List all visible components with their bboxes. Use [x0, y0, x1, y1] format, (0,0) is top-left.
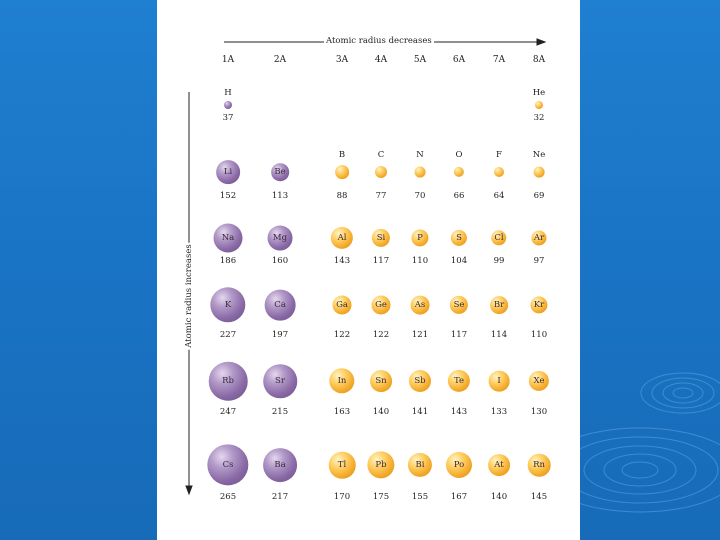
atomic-radius-value-c: 77 [375, 191, 387, 201]
element-symbol-h: H [224, 88, 232, 98]
group-header-4a: 4A [374, 55, 388, 65]
atomic-radius-value-si: 117 [372, 256, 390, 266]
element-symbol-n: N [416, 150, 424, 160]
atom-sphere-f [494, 167, 504, 177]
atomic-radius-value-tl: 170 [333, 492, 351, 502]
element-symbol-cs: Cs [222, 460, 234, 470]
element-symbol-sn: Sn [375, 376, 387, 386]
element-symbol-bi: Bi [415, 460, 425, 470]
group-header-6a: 6A [452, 55, 466, 65]
element-symbol-rn: Rn [533, 460, 545, 470]
element-symbol-rb: Rb [222, 376, 234, 386]
element-symbol-ba: Ba [274, 460, 286, 470]
element-symbol-be: Be [274, 167, 286, 177]
atomic-radius-value-h: 37 [222, 113, 234, 123]
element-symbol-po: Po [453, 460, 465, 470]
element-symbol-in: In [337, 376, 347, 386]
element-symbol-si: Si [376, 233, 386, 243]
atomic-radius-value-sb: 141 [411, 407, 429, 417]
element-symbol-c: C [377, 150, 385, 160]
atomic-radius-value-br: 114 [490, 330, 508, 340]
element-symbol-br: Br [493, 300, 505, 310]
atomic-radius-value-se: 117 [450, 330, 468, 340]
atomic-radius-value-cl: 99 [493, 256, 505, 266]
element-symbol-i: I [497, 376, 501, 386]
atomic-radius-value-ge: 122 [372, 330, 390, 340]
element-symbol-f: F [496, 150, 502, 160]
element-symbol-ca: Ca [274, 300, 286, 310]
atomic-radius-value-rb: 247 [219, 407, 237, 417]
atomic-radius-value-n: 70 [414, 191, 426, 201]
element-symbol-pb: Pb [375, 460, 387, 470]
atomic-radius-value-in: 163 [333, 407, 351, 417]
element-symbol-sb: Sb [414, 376, 426, 386]
atom-sphere-n [415, 167, 426, 178]
atomic-radius-value-s: 104 [450, 256, 468, 266]
atomic-radius-value-rn: 145 [530, 492, 548, 502]
element-symbol-se: Se [453, 300, 465, 310]
atomic-radius-value-p: 110 [411, 256, 429, 266]
group-header-2a: 2A [273, 55, 287, 65]
group-header-1a: 1A [221, 55, 235, 65]
atomic-radius-value-be: 113 [271, 191, 289, 201]
element-symbol-at: At [494, 460, 504, 470]
atomic-radius-value-b: 88 [336, 191, 348, 201]
atomic-radius-value-mg: 160 [271, 256, 289, 266]
atomic-radius-value-na: 186 [219, 256, 237, 266]
atomic-radius-value-o: 66 [453, 191, 465, 201]
atomic-radius-value-ga: 122 [333, 330, 351, 340]
group-header-8a: 8A [532, 55, 546, 65]
top-arrow-label: Atomic radius decreases [326, 36, 432, 46]
atom-sphere-b [335, 165, 349, 179]
atomic-radius-value-as: 121 [411, 330, 429, 340]
atomic-radius-value-ba: 217 [271, 492, 289, 502]
element-symbol-li: Li [223, 167, 233, 177]
element-symbol-s: S [456, 233, 462, 243]
atomic-radius-value-ne: 69 [533, 191, 545, 201]
atomic-radius-value-at: 140 [490, 492, 508, 502]
atomic-radius-value-li: 152 [219, 191, 237, 201]
element-symbol-kr: Kr [533, 300, 545, 310]
atomic-radius-value-al: 143 [333, 256, 351, 266]
element-symbol-p: P [417, 233, 423, 243]
element-symbol-ar: Ar [533, 233, 545, 243]
atomic-radius-value-k: 227 [219, 330, 237, 340]
atomic-radius-value-te: 143 [450, 407, 468, 417]
atomic-radius-value-he: 32 [533, 113, 545, 123]
element-symbol-ge: Ge [375, 300, 387, 310]
element-symbol-ga: Ga [336, 300, 348, 310]
atom-sphere-c [375, 166, 387, 178]
atomic-radius-value-po: 167 [450, 492, 468, 502]
atom-sphere-he [535, 101, 543, 109]
atomic-radius-value-f: 64 [493, 191, 505, 201]
atomic-radius-value-i: 133 [490, 407, 508, 417]
element-symbol-cl: Cl [494, 233, 504, 243]
element-symbol-o: O [455, 150, 463, 160]
atomic-radius-value-cs: 265 [219, 492, 237, 502]
atomic-radius-value-sn: 140 [372, 407, 390, 417]
element-symbol-k: K [224, 300, 232, 310]
atomic-radius-value-kr: 110 [530, 330, 548, 340]
element-symbol-he: He [532, 88, 546, 98]
group-header-3a: 3A [335, 55, 349, 65]
element-symbol-sr: Sr [275, 376, 285, 386]
atomic-radius-value-ca: 197 [271, 330, 289, 340]
element-symbol-xe: Xe [533, 376, 545, 386]
element-symbol-b: B [338, 150, 346, 160]
atomic-radius-value-sr: 215 [271, 407, 289, 417]
atomic-radius-value-pb: 175 [372, 492, 390, 502]
atom-sphere-h [224, 101, 232, 109]
group-header-7a: 7A [492, 55, 506, 65]
element-symbol-tl: Tl [337, 460, 347, 470]
group-header-5a: 5A [413, 55, 427, 65]
atomic-radius-value-ar: 97 [533, 256, 545, 266]
element-symbol-mg: Mg [272, 233, 288, 243]
element-symbol-al: Al [337, 233, 347, 243]
element-symbol-na: Na [221, 233, 235, 243]
element-symbol-te: Te [453, 376, 465, 386]
atomic-radius-value-xe: 130 [530, 407, 548, 417]
atom-sphere-ne [534, 167, 545, 178]
element-symbol-as: As [414, 300, 426, 310]
element-symbol-ne: Ne [532, 150, 546, 160]
side-arrow-label: Atomic radius increases [184, 244, 194, 348]
atomic-radius-value-bi: 155 [411, 492, 429, 502]
